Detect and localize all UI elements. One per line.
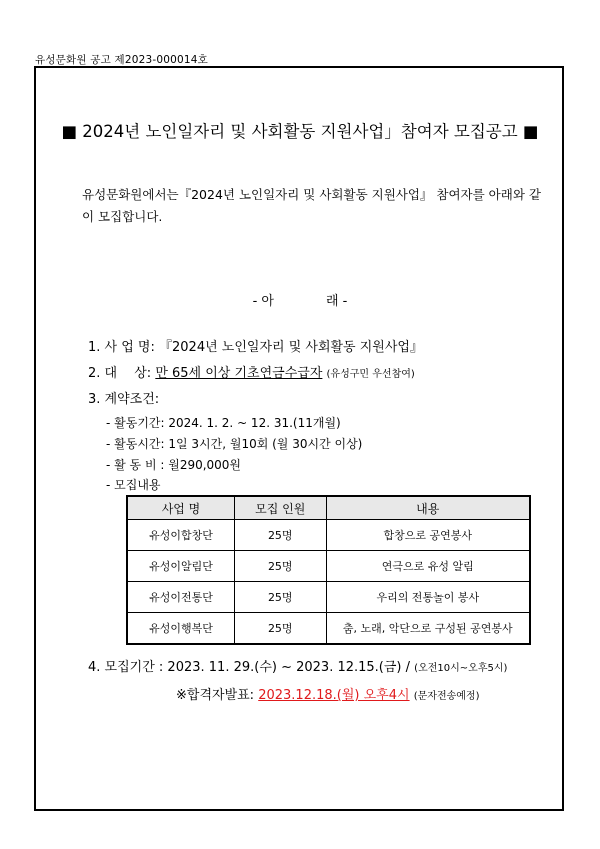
page-title: ■ 2024년 노인일자리 및 사회활동 지원사업」참여자 모집공고 ■ (61, 122, 539, 141)
condition-activity-period: - 활동기간: 2024. 1. 2. ~ 12. 31.(11개월) (106, 416, 341, 430)
item-value: 2023. 11. 29.(수) ~ 2023. 12.15.(금) / (167, 660, 411, 675)
table-cell: 우리의 전통놀이 봉사 (326, 582, 530, 613)
table-cell: 25명 (234, 582, 326, 613)
table-cell: 25명 (234, 551, 326, 582)
table-cell: 유성이전통단 (127, 582, 234, 613)
table-row (127, 613, 530, 645)
table-cell: 25명 (234, 613, 326, 645)
table-cell: 유성이합창단 (127, 520, 234, 551)
ahre-heading: - 아 래 - (252, 294, 348, 309)
item-note: (오전10시~오후5시) (414, 663, 508, 674)
item-value: 『2024년 노인일자리 및 사회활동 지원사업』 (159, 340, 423, 355)
table-row (127, 551, 530, 582)
item-recruit-period (88, 656, 507, 675)
item-label: 2. 대 상: (88, 366, 152, 381)
item-value: 만 65세 이상 기초연금수급자 (155, 366, 323, 381)
result-label: ※합격자발표: (176, 688, 255, 703)
item-label: 3. 계약조건: (88, 392, 160, 407)
result-note: (문자전송예정) (413, 691, 480, 702)
table-header-row (127, 496, 530, 520)
intro-paragraph: 유성문화원에서는『2024년 노인일자리 및 사회활동 지원사업』 참여자를 아래와 같이 모집합니다. (82, 187, 541, 224)
item-label: 1. 사 업 명: (88, 340, 155, 355)
table-cell: 25명 (234, 520, 326, 551)
column-header: 내용 (326, 496, 530, 520)
table-cell: 춤, 노래, 악단으로 구성된 공연봉사 (326, 613, 530, 645)
result-date: 2023.12.18.(월) 오후4시 (258, 688, 410, 703)
recruit-table (126, 495, 531, 645)
item-target (88, 362, 415, 381)
column-header: 모집 인원 (234, 496, 326, 520)
table-cell: 유성이알림단 (127, 551, 234, 582)
table-row (127, 520, 530, 551)
table-cell: 합창으로 공연봉사 (326, 520, 530, 551)
item-business-name (88, 336, 423, 355)
item-contract (88, 388, 159, 407)
item-label: 4. 모집기간 : (88, 660, 164, 675)
table-row (127, 582, 530, 613)
condition-recruit-content: - 모집내용 (106, 478, 161, 492)
table-cell: 연극으로 유성 알림 (326, 551, 530, 582)
table-cell: 유성이행복단 (127, 613, 234, 645)
item-note: (유성구민 우선참여) (326, 369, 415, 380)
column-header: 사업 명 (127, 496, 234, 520)
condition-activity-time: - 활동시간: 1일 3시간, 월10회 (월 30시간 이상) (106, 437, 363, 451)
result-announcement (176, 684, 479, 703)
condition-activity-fee: - 활 동 비 : 월290,000원 (106, 458, 242, 472)
announcement-number: 유성문화원 공고 제2023-000014호 (35, 54, 208, 66)
